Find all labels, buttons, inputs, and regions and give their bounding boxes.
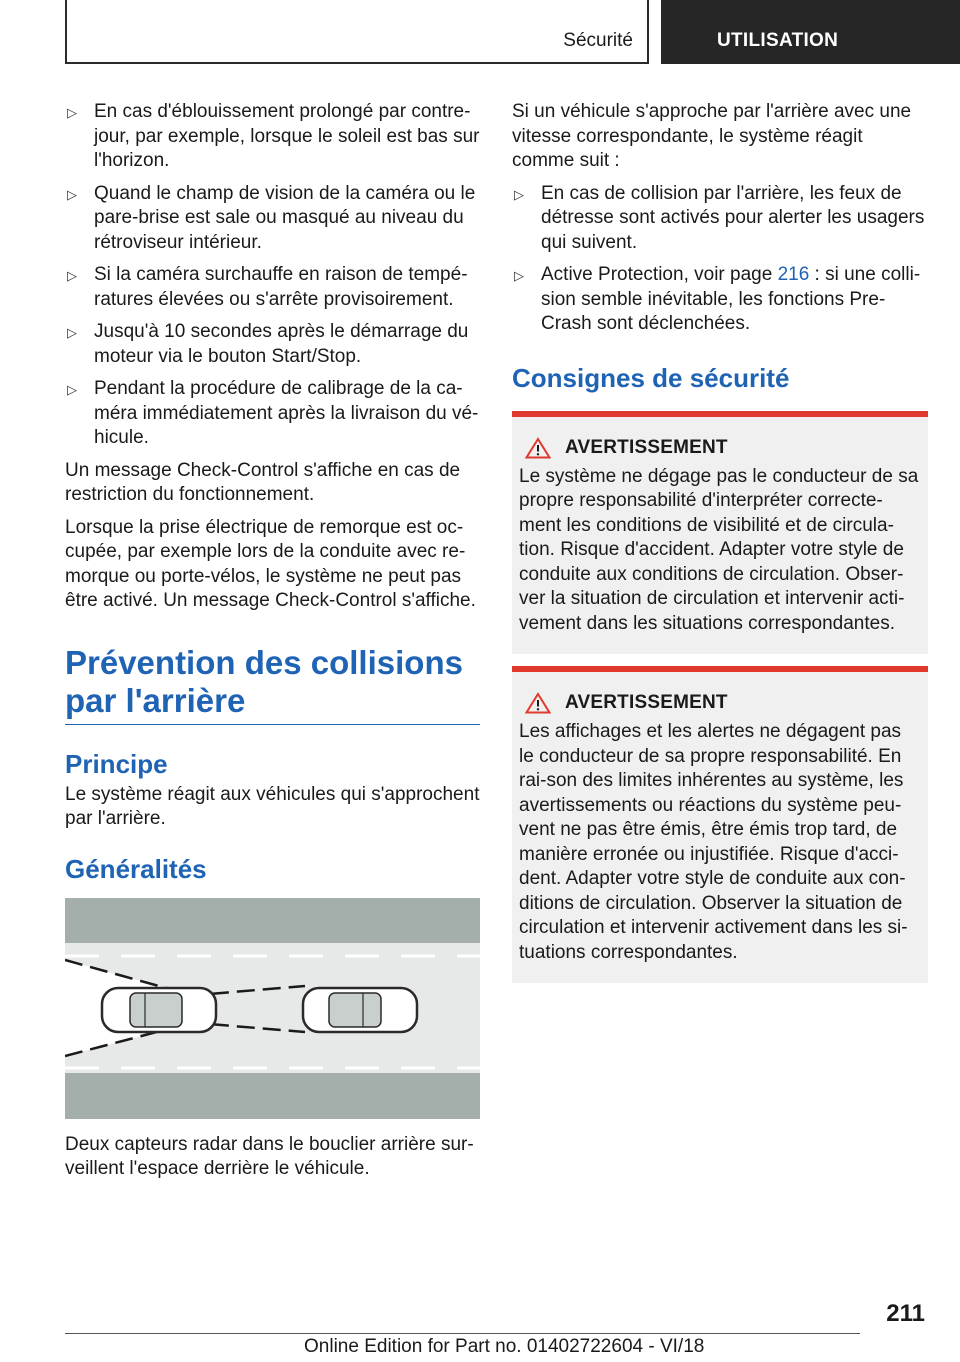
section-heading-rear-collision: Prévention des collisions par l'arrière <box>65 644 480 725</box>
list-item: ▷ Active Protection, voir page 216 : si une colli-sion semble inévitable, les fonctions Pre-Crash sont déclenchées. <box>514 264 921 334</box>
triangle-bullet-icon: ▷ <box>514 186 524 202</box>
warning-text: Les affichages et les alertes ne dégagent pas le conducteur de sa propre responsabilité. En rai-son des limites inhérentes au système, les avertissements ou réactions du système peu-vent ne pas être émis, être émis trop tard, de manière erronée ou injustifiée. Risque d'acci-dent. Adapter votre style de conduite aux con-ditions de circulation. Observer la situation de circulation et intervenir activement dans les si-tuations correspondantes. <box>519 721 908 963</box>
radar-illustration <box>65 898 480 1119</box>
list-item: ▷ En cas de collision par l'arrière, les feux de détresse sont activés pour alerter les usagers qui suivent. <box>514 182 925 253</box>
header-chapter-tab <box>661 0 960 64</box>
list-item: ▷ Jusqu'à 10 secondes après le démarrage du moteur via le bouton Start/Stop. <box>67 321 469 367</box>
restriction-list <box>65 100 480 451</box>
reaction-list <box>512 182 928 337</box>
triangle-bullet-icon: ▷ <box>514 268 524 283</box>
road-cars-diagram <box>65 898 480 1119</box>
triangle-bullet-icon: ▷ <box>67 186 77 202</box>
triangle-bullet-icon: ▷ <box>67 268 77 283</box>
warning-title: AVERTISSEMENT <box>565 436 728 458</box>
header-chapter-title: UTILISATION <box>717 30 839 51</box>
reaction-intro-paragraph: Si un véhicule s'approche par l'arrière avec une vitesse correspondante, le système réagit comme suit : <box>512 101 912 171</box>
header-section-title: Sécurité <box>563 30 633 51</box>
warning-text: Le système ne dégage pas le conducteur de sa propre responsabilité d'interpréter correcte-ment les conditions de visibilité et de circula-tion. Risque d'accident. Adapter votre style de conduite aux conditions de circulation. Obser-ver la situation de circulation et intervenir acti-vement dans les situations correspondantes. <box>519 465 919 634</box>
warning-box-1 <box>512 411 928 655</box>
right-column <box>512 100 928 995</box>
warning-title: AVERTISSEMENT <box>565 692 728 713</box>
triangle-bullet-icon: ▷ <box>67 105 77 120</box>
warning-box-2 <box>512 666 928 983</box>
list-item: ▷ En cas d'éblouissement prolongé par contre-jour, par exemple, lorsque le soleil est bas sur l'horizon. <box>67 101 480 171</box>
list-item: ▷ Si la caméra surchauffe en raison de tempé-ratures élevées ou s'arrête provisoirement. <box>67 264 468 310</box>
footer-divider <box>65 1333 860 1334</box>
car-behind <box>303 988 417 1032</box>
footer-edition: Online Edition for Part no. 01402722604 - VI/18 <box>304 1336 705 1357</box>
check-control-paragraph: Un message Check-Control s'affiche en cas de restriction du fonctionnement. <box>65 459 461 505</box>
triangle-bullet-icon: ▷ <box>67 325 77 340</box>
warning-triangle-icon <box>525 437 551 459</box>
car-ahead <box>102 988 216 1032</box>
subheading-safety: Consignes de sécurité <box>512 362 790 393</box>
subheading-principle: Principe <box>65 748 168 779</box>
list-item: ▷ Pendant la procédure de calibrage de la ca-méra immédiatement après la livraison du vé-hicule. <box>67 378 479 448</box>
figure-caption: Deux capteurs radar dans le bouclier arrière sur-veillent l'espace derrière le véhicule. <box>65 1133 474 1179</box>
list-item: ▷ Quand le champ de vision de la caméra ou le pare-brise est sale ou masqué au niveau du rétroviseur intérieur. <box>67 182 476 253</box>
triangle-bullet-icon: ▷ <box>67 382 77 397</box>
page-link-216[interactable]: 216 <box>777 264 810 285</box>
page-number: 211 <box>886 1300 925 1327</box>
header-section-tab <box>65 0 649 64</box>
warning-triangle-icon <box>525 692 551 714</box>
left-column <box>65 100 480 1190</box>
subheading-general: Généralités <box>65 853 207 884</box>
principle-paragraph: Le système réagit aux véhicules qui s'approchent par l'arrière. <box>65 783 480 829</box>
trailer-paragraph: Lorsque la prise électrique de remorque est oc-cupée, par exemple lors de la conduite avec re-morque ou porte-vélos, le système ne peut pas être activé. Un message Check-Control s'affiche. <box>65 516 476 611</box>
